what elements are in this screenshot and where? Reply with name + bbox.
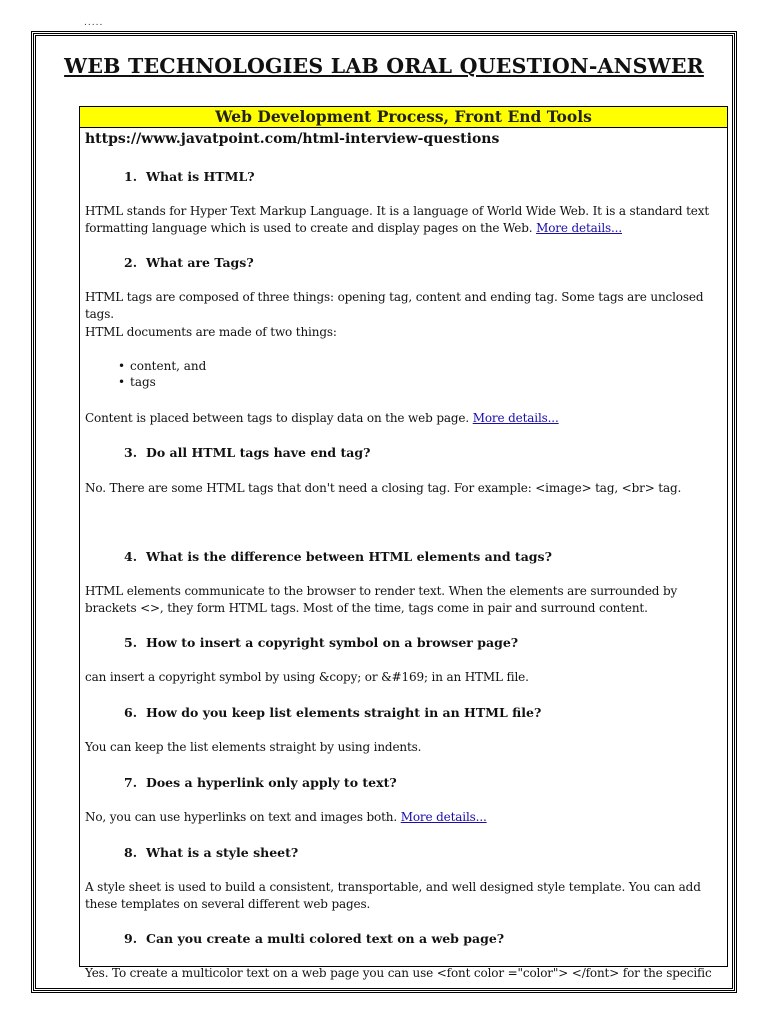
question-text: Do all HTML tags have end tag? xyxy=(146,445,371,460)
question-text: What is a style sheet? xyxy=(146,845,299,860)
answer-2-paragraph-1: HTML tags are composed of three things: opening tag, content and ending tag. Some tags are unclosed tags. xyxy=(85,290,704,321)
document-title: WEB TECHNOLOGIES LAB ORAL QUESTION-ANSWER xyxy=(64,54,704,78)
question-number: 7. xyxy=(124,775,138,790)
question-text: What is HTML? xyxy=(146,169,255,184)
list-item xyxy=(118,358,206,374)
answer-text: No, you can use hyperlinks on text and images both. xyxy=(85,810,398,824)
list-item-text: tags xyxy=(130,375,156,389)
answer-5: can insert a copyright symbol by using &copy; or &#169; in an HTML file. xyxy=(85,670,529,684)
more-details-link[interactable]: More details... xyxy=(536,221,623,235)
question-8 xyxy=(124,845,298,860)
question-number: 1. xyxy=(124,169,138,184)
question-number: 6. xyxy=(124,705,138,720)
question-number: 9. xyxy=(124,931,138,946)
answer-2-paragraph-2: HTML documents are made of two things: xyxy=(85,325,337,339)
question-7 xyxy=(124,775,397,790)
answer-8: A style sheet is used to build a consistent, transportable, and well designed style template. You can add these templates on several different web pages. xyxy=(85,880,701,911)
answer-6: You can keep the list elements straight by using indents. xyxy=(85,740,422,754)
answer-text: Content is placed between tags to display data on the web page. xyxy=(85,411,470,425)
top-mark: ..... xyxy=(84,18,104,28)
more-details-link[interactable]: More details... xyxy=(400,810,487,824)
answer-9: Yes. To create a multicolor text on a web page you can use <font color ="color"> </font> for the specific xyxy=(85,966,712,980)
question-text: How to insert a copyright symbol on a browser page? xyxy=(146,635,519,650)
answer-2-paragraph-3 xyxy=(85,410,721,427)
question-number: 4. xyxy=(124,549,138,564)
list-item-text: content, and xyxy=(130,359,207,373)
answer-4: HTML elements communicate to the browser to render text. When the elements are surrounded by brackets <>, they form HTML tags. Most of the time, tags come in pair and surround content. xyxy=(85,584,678,615)
bullet-icon: • xyxy=(118,359,126,373)
bullet-icon: • xyxy=(118,375,126,389)
question-6 xyxy=(124,705,541,720)
more-details-link[interactable]: More details... xyxy=(472,411,559,425)
question-3 xyxy=(124,445,370,460)
question-5 xyxy=(124,635,518,650)
answer-1 xyxy=(85,203,721,237)
question-text: What is the difference between HTML elements and tags? xyxy=(146,549,552,564)
answer-3: No. There are some HTML tags that don't need a closing tag. For example: <image> tag, <br> tag. xyxy=(85,481,682,495)
question-number: 8. xyxy=(124,845,138,860)
reference-url[interactable]: https://www.javatpoint.com/html-interview-questions xyxy=(85,131,500,147)
question-text: What are Tags? xyxy=(146,255,254,270)
question-number: 3. xyxy=(124,445,138,460)
question-1 xyxy=(124,169,255,184)
question-number: 5. xyxy=(124,635,138,650)
answer-text: HTML stands for Hyper Text Markup Language. It is a language of World Wide Web. It is a standard text formatting language which is used to create and display pages on the Web. xyxy=(85,204,710,235)
section-header: Web Development Process, Front End Tools xyxy=(79,106,728,128)
question-9 xyxy=(124,931,504,946)
list-item xyxy=(118,374,156,390)
question-2 xyxy=(124,255,254,270)
question-number: 2. xyxy=(124,255,138,270)
question-text: How do you keep list elements straight in an HTML file? xyxy=(146,705,542,720)
answer-7 xyxy=(85,809,721,826)
question-4 xyxy=(124,549,552,564)
question-text: Can you create a multi colored text on a web page? xyxy=(146,931,505,946)
question-text: Does a hyperlink only apply to text? xyxy=(146,775,397,790)
